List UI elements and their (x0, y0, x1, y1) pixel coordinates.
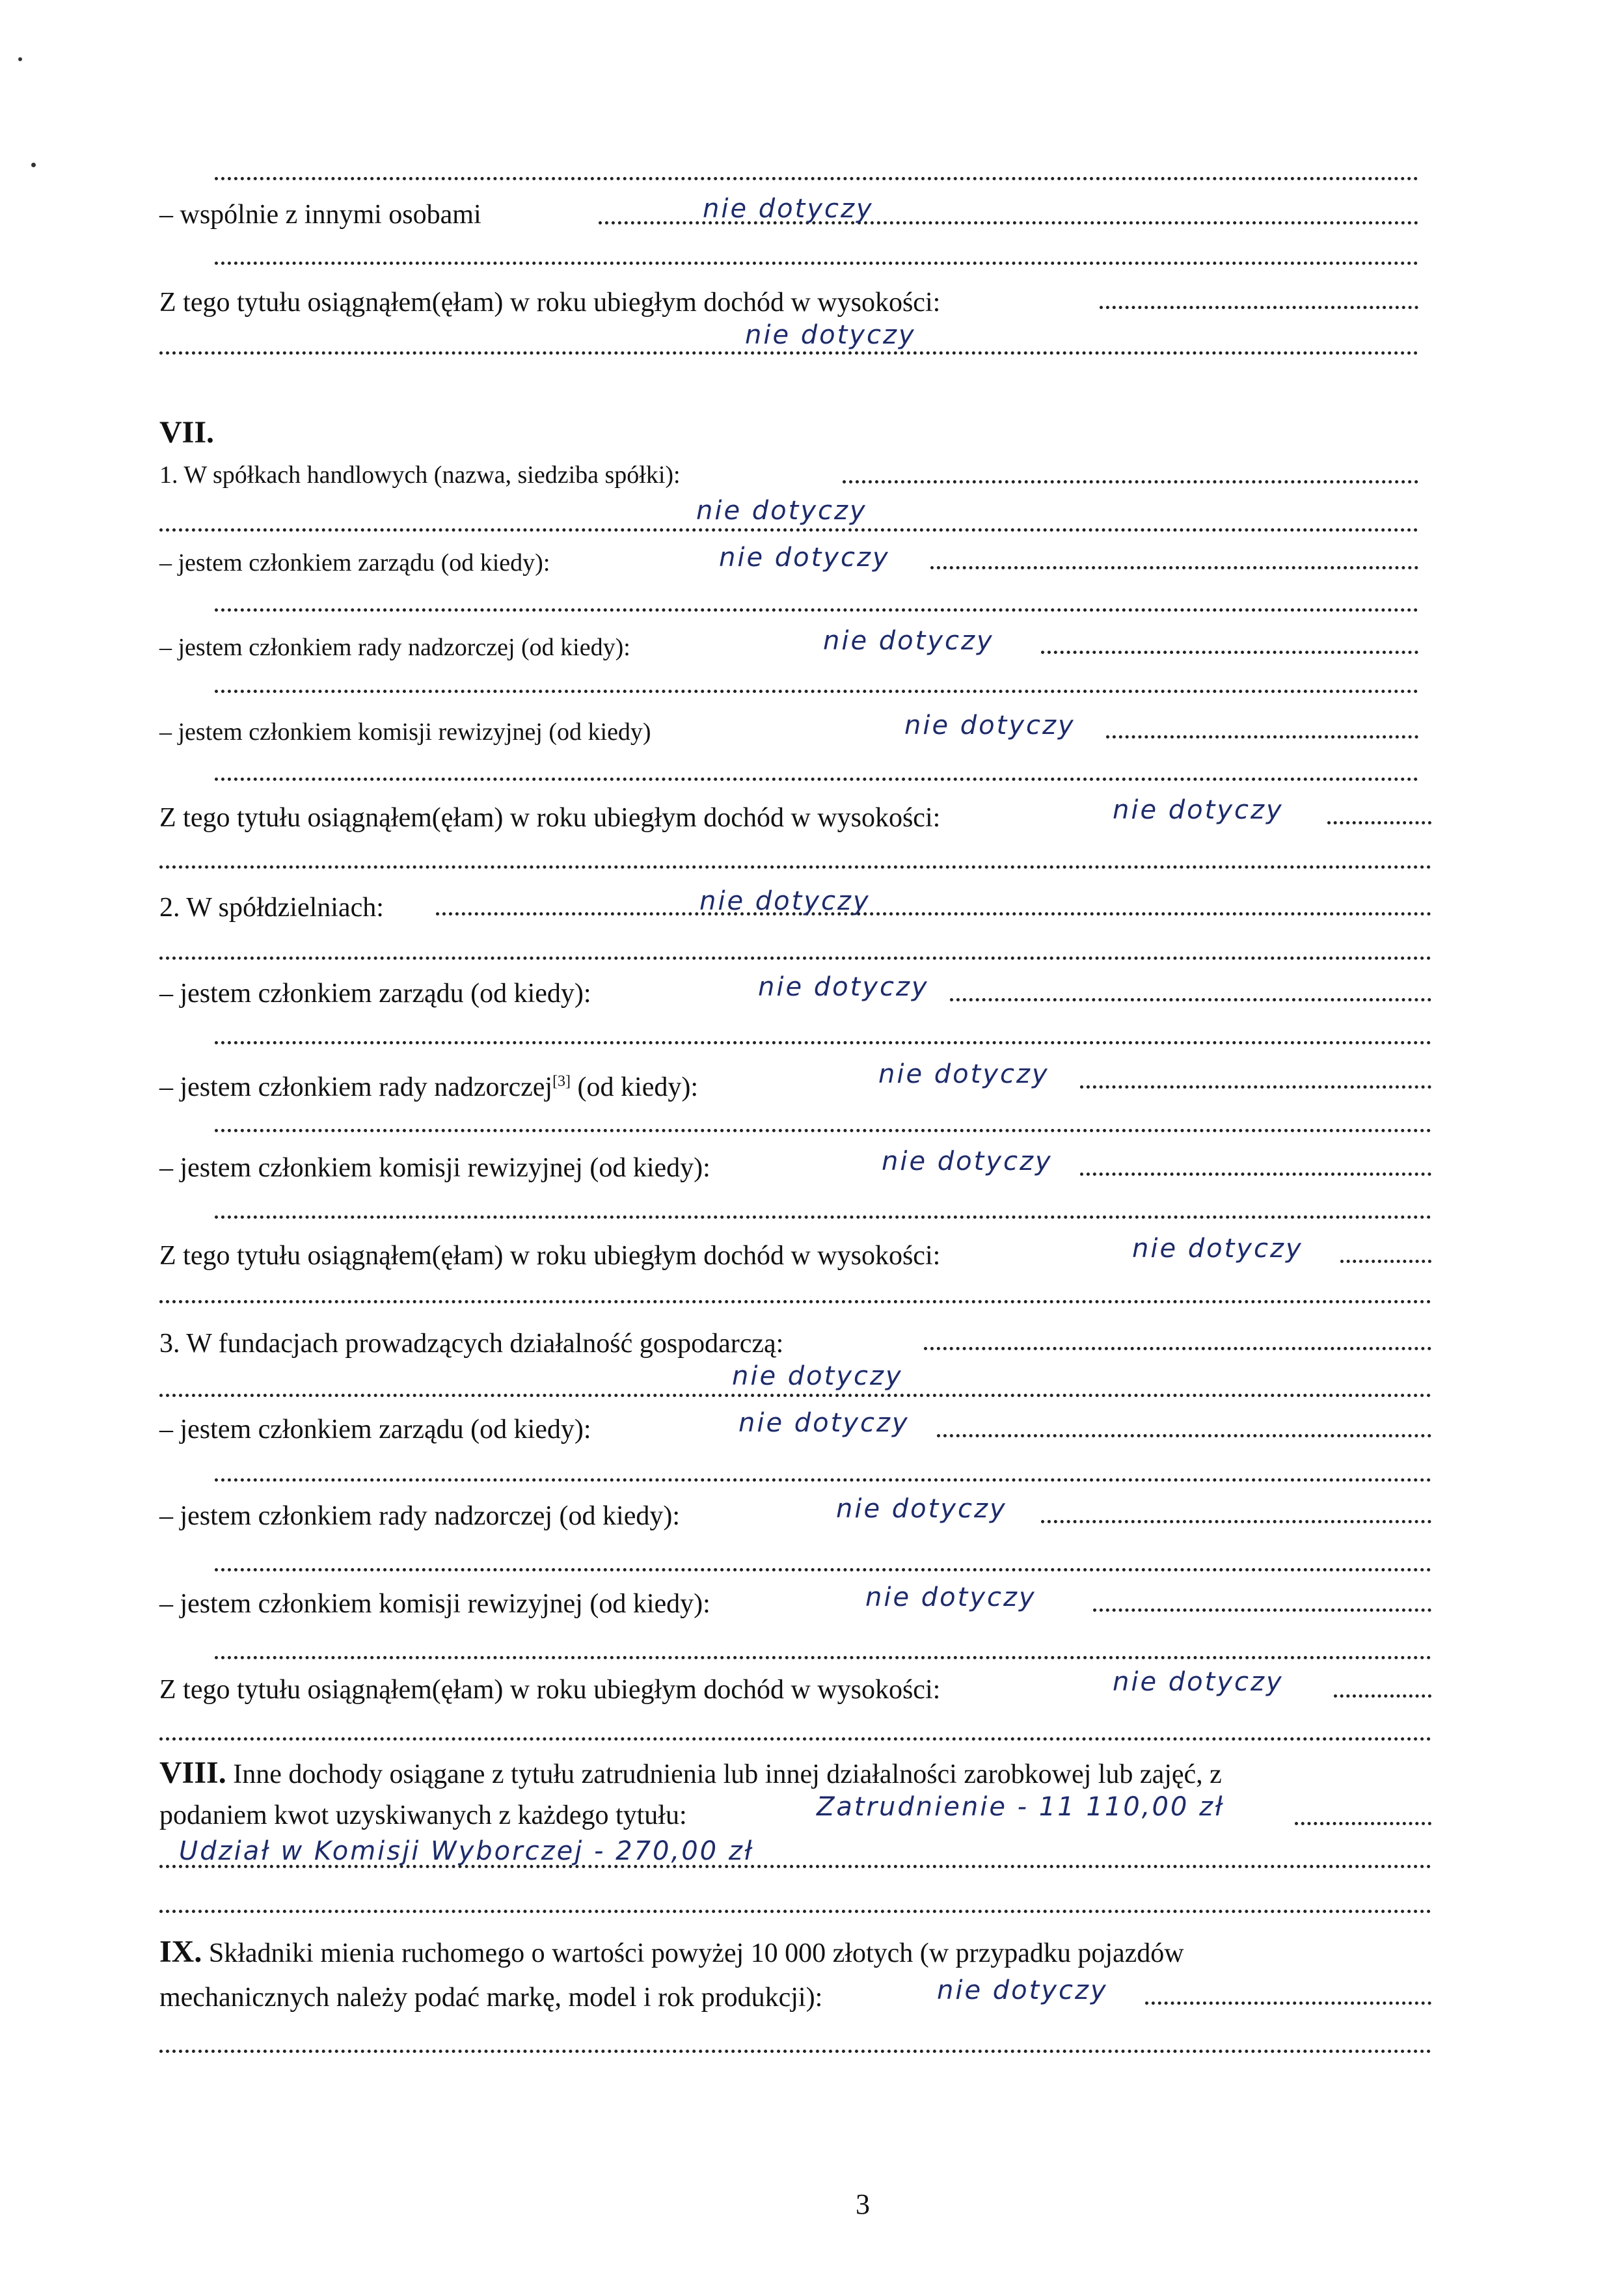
commercial-companies-label: 1. W spółkach handlowych (nazwa, siedziba spółki): (159, 461, 681, 489)
handwritten-answer: nie dotyczy (703, 194, 874, 224)
dotted-line (159, 957, 1431, 960)
dotted-line (1145, 2002, 1431, 2005)
handwritten-answer: nie dotyczy (1113, 795, 1284, 825)
income-label: Z tego tytułu osiągnąłem(ęłam) w roku ubiegłym dochód w wysokości: (159, 1675, 941, 1705)
dotted-line (159, 1737, 1431, 1741)
supervisory-board-label: – jestem członkiem rady nadzorczej (od kiedy): (159, 1501, 681, 1531)
dotted-line (159, 1394, 1431, 1397)
dotted-line (215, 1215, 1431, 1219)
dotted-line (1106, 735, 1418, 739)
handwritten-answer: nie dotyczy (696, 496, 867, 526)
scan-speck (31, 163, 36, 167)
audit-committee-label: – jestem członkiem komisji rewizyjnej (od kiedy): (159, 1589, 710, 1619)
dotted-line (215, 1041, 1431, 1044)
handwritten-answer: nie dotyczy (738, 1408, 910, 1438)
foundations-label: 3. W fundacjach prowadzących działalność gospodarczą: (159, 1329, 784, 1359)
dotted-line (924, 1347, 1431, 1350)
handwritten-answer: nie dotyczy (823, 626, 994, 656)
dotted-line (159, 1865, 1431, 1868)
dotted-line (159, 1910, 1431, 1913)
section-ix-line1 (159, 1936, 1184, 1970)
dotted-line (930, 566, 1418, 569)
audit-committee-label: – jestem członkiem komisji rewizyjnej (od kiedy) (159, 718, 651, 746)
since-when-text: (od kiedy): (577, 1072, 698, 1102)
dotted-line (215, 1478, 1431, 1482)
handwritten-answer: nie dotyczy (878, 1059, 1049, 1089)
dotted-line (843, 480, 1418, 483)
income-label: Z tego tytułu osiągnąłem(ęłam) w roku ubiegłym dochód w wysokości: (159, 288, 941, 318)
supervisory-board-label: – jestem członkiem rady nadzorczej (od kiedy): (159, 634, 630, 661)
income-label: Z tego tytułu osiągnąłem(ęłam) w roku ubiegłym dochód w wysokości: (159, 803, 941, 833)
dotted-line (159, 528, 1418, 532)
handwritten-answer: nie dotyczy (719, 543, 890, 573)
audit-committee-label: – jestem członkiem komisji rewizyjnej (od kiedy): (159, 1153, 710, 1183)
handwritten-answer: nie dotyczy (1113, 1667, 1284, 1697)
cooperatives-label: 2. W spółdzielniach: (159, 893, 384, 923)
handwritten-answer: nie dotyczy (937, 1975, 1108, 2005)
handwritten-answer: nie dotyczy (836, 1494, 1007, 1524)
dotted-line (436, 912, 1431, 916)
handwritten-answer: nie dotyczy (745, 320, 916, 350)
dotted-line (215, 1656, 1431, 1659)
dotted-line (1041, 1520, 1431, 1523)
section-viii-heading: VIII. (159, 1756, 226, 1790)
movable-property-text: Składniki mienia ruchomego o wartości powyżej 10 000 złotych (w przypadku pojazdów (208, 1938, 1184, 1968)
dotted-line (215, 1568, 1431, 1571)
dotted-line (215, 262, 1418, 265)
dotted-line (1080, 1085, 1431, 1089)
dotted-line (159, 865, 1431, 869)
handwritten-answer: nie dotyczy (732, 1361, 903, 1391)
other-income-text-line2: podaniem kwot uzyskiwanych z każdego tytułu: (159, 1800, 687, 1830)
dotted-line (1340, 1260, 1431, 1263)
board-member-label: – jestem członkiem zarządu (od kiedy): (159, 549, 550, 577)
handwritten-income-election-committee: Udział w Komisji Wyborczej - 270,00 zł (179, 1836, 754, 1866)
dotted-line (1295, 1822, 1431, 1825)
page-number: 3 (856, 2188, 870, 2220)
supervisory-board-text: – jestem członkiem rady nadzorczej (159, 1072, 553, 1102)
dotted-line (1041, 651, 1418, 654)
handwritten-answer: nie dotyczy (699, 886, 871, 916)
handwritten-answer: nie dotyczy (758, 972, 929, 1002)
income-label: Z tego tytułu osiągnąłem(ęłam) w roku ubiegłym dochód w wysokości: (159, 1241, 941, 1271)
dotted-line (1080, 1173, 1431, 1176)
board-member-label: – jestem członkiem zarządu (od kiedy): (159, 1415, 591, 1445)
dotted-line (215, 608, 1418, 612)
board-member-label: – jestem członkiem zarządu (od kiedy): (159, 979, 591, 1009)
handwritten-answer: nie dotyczy (882, 1147, 1053, 1176)
dotted-line (215, 1129, 1431, 1132)
dotted-line (937, 1434, 1431, 1437)
dotted-line (159, 2050, 1431, 2053)
handwritten-income-employment: Zatrudnienie - 11 110,00 zł (817, 1792, 1225, 1822)
jointly-label: – wspólnie z innymi osobami (159, 200, 481, 230)
footnote-ref: [3] (552, 1073, 571, 1090)
section-vii-heading: VII. (159, 415, 215, 450)
dotted-line (159, 1300, 1431, 1303)
dotted-line (159, 351, 1418, 355)
dotted-line (215, 690, 1418, 693)
dotted-line (1334, 1694, 1431, 1698)
dotted-line (1093, 1608, 1431, 1612)
section-viii-line1 (159, 1757, 1222, 1791)
dotted-line (215, 177, 1418, 180)
handwritten-answer: nie dotyczy (1132, 1234, 1303, 1264)
dotted-line (1100, 306, 1418, 309)
dotted-line (950, 998, 1431, 1001)
dotted-line (1327, 821, 1431, 824)
other-income-text: Inne dochody osiągane z tytułu zatrudnienia lub innej działalności zarobkowej lub zajęć, z (233, 1759, 1222, 1789)
scan-speck (18, 57, 22, 61)
supervisory-board-label (159, 1065, 698, 1104)
movable-property-text-line2: mechanicznych należy podać markę, model i rok produkcji): (159, 1983, 823, 2013)
section-ix-heading: IX. (159, 1934, 202, 1969)
handwritten-answer: nie dotyczy (865, 1582, 1036, 1612)
handwritten-answer: nie dotyczy (904, 711, 1076, 740)
dotted-line (215, 778, 1418, 781)
